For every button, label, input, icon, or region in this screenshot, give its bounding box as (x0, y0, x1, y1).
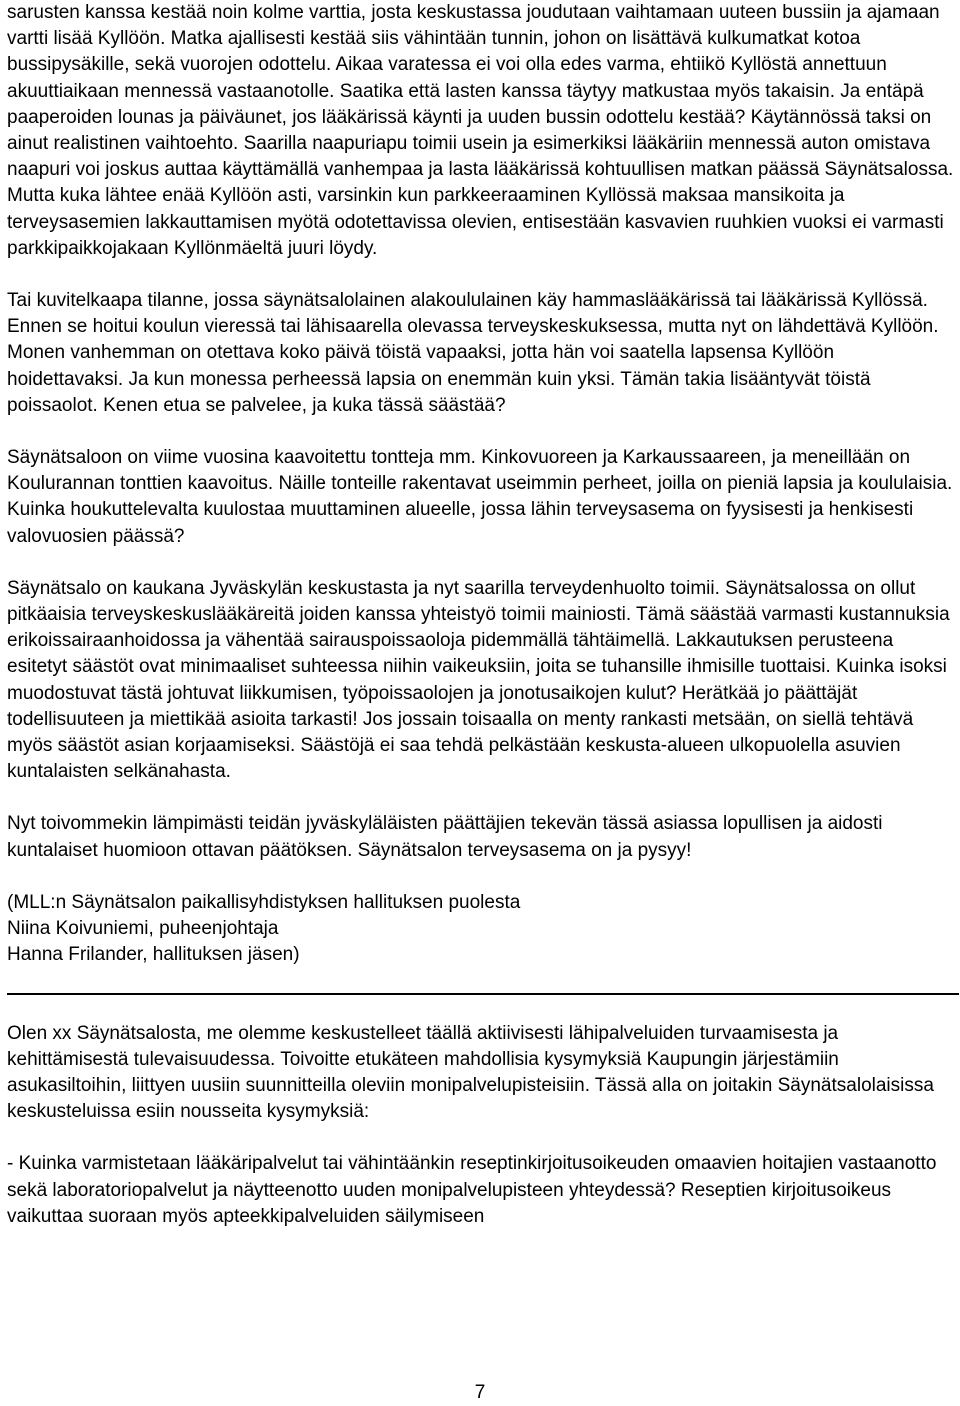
paragraph-gap (7, 995, 954, 1021)
paragraph-gap (7, 550, 954, 576)
paragraph-gap (7, 864, 954, 890)
paragraph-travel-time: sarusten kanssa kestää noin kolme varttia, josta keskustassa joudutaan vaihtamaan uuteen bussiin ja ajamaan vartti lisää Kyllöön. Matka ajallisesti kestää siis vähintään tunnin, johon on lisättävä kulkumatkat kotoa bussipysäkille, sekä vuorojen odottelu. Aikaa varatessa ei voi olla edes varma, ehtiikö Kyllöstä annettuun akuuttiaikaan mennessä vastaanotolle. Saatika että lasten kanssa täytyy matkustaa myös takaisin. Ja entäpä paaperoiden lounas ja päiväunet, jos lääkärissä käynti ja uuden bussin odottelu kestää? Käytännössä taksi on ainut realistinen vaihtoehto. Saarilla naapuriapu toimii usein ja esimerkiksi lääkäriin mennessä auton omistava naapuri voi joskus auttaa käyttämällä vanhempaa ja lasta lääkärissä kohtuullisen matkan päässä Säynätsalossa. Mutta kuka lähtee enää Kyllöön asti, varsinkin kun parkkeeraaminen Kyllössä maksaa mansikoita ja terveysasemien lakkauttamisen myötä odotettavissa olevien, entisestään kasvavien ruuhkien vuoksi ei varmasti parkkipaikkojakaan Kyllönmäeltä juuri löydy. (7, 2, 954, 259)
paragraph-gap (7, 419, 954, 445)
page-number: 7 (474, 1382, 486, 1403)
paragraph-gap (7, 1125, 954, 1151)
paragraph-intro: Olen xx Säynätsalosta, me olemme keskustelleet täällä aktiivisesti lähipalveluiden turvaamisesta ja kehittämisestä tulevaisuudessa. Toivoitte etukäteen mahdollisia kysymyksiä Kaupungin järjestämiin asukasiltoihin, liittyen uusiin suunnitteilla oleviin monipalvelupisteisiin. Tässä alla on joitakin Säynätsalolaisissa keskusteluissa esiin nousseita kysymyksiä: (7, 1022, 934, 1123)
paragraph-schoolchild: Tai kuvitelkaapa tilanne, jossa säynätsalolainen alakoululainen käy hammaslääkärissä tai lääkärissä Kyllössä. Ennen se hoitui koulun vieressä tai lähisaarella olevassa terveyskeskuksessa, mutta nyt on lähdettävä Kyllöön. Monen vanhemman on otettava koko päivä töistä vapaaksi, jotta hän voi saatella lapsensa Kyllöön hoidettavaksi. Ja kun monessa perheessä lapsia on enemmän kuin yksi. Tämän takia lisääntyvät töistä poissaolot. Kenen etua se palvelee, ja kuka tässä säästää? (7, 290, 939, 416)
paragraph-gap (7, 262, 954, 288)
paragraph-conclusion: Nyt toivommekin lämpimästi teidän jyväskyläläisten päättäjien tekevän tässä asiassa lopullisen ja aidosti kuntalaiset huomioon ottavan päätöksen. Säynätsalon terveysasema on ja pysyy! (7, 813, 883, 861)
signature-chair: Niina Koivuniemi, puheenjohtaja (7, 918, 279, 940)
signature-organization: (MLL:n Säynätsalon paikallisyhdistyksen hallituksen puolesta (7, 891, 521, 913)
signature-block (7, 890, 954, 969)
paragraph-gap (7, 785, 954, 811)
signature-member: Hanna Frilander, hallituksen jäsen) (7, 944, 300, 966)
paragraph-healthcare: Säynätsalo on kaukana Jyväskylän keskustasta ja nyt saarilla terveydenhuolto toimii. Säynätsalossa on ollut pitkäaisia terveyskeskuslääkäreitä joiden kanssa yhteistyö toimii mainiosti. Tämä säästää varmasti kustannuksia erikoissairaanhoidossa ja vähentää sairauspoissaoloja pidemmällä tähtäimellä. Lakkautuksen perusteena esitetyt säästöt ovat minimaaliset suhteessa niihin vaikeuksiin, joita se tuhansille ihmisille tuottaisi. Kuinka isoksi muodostuvat tästä johtuvat liikkumisen, työpoissaolojen ja jonotusaikojen kulut? Herätkää jo päättäjät todellisuuteen ja miettikää asioita tarkasti! Jos jossain toisaalla on menty rankasti metsään, on siellä tehtävä myös säästöt asian korjaamiseksi. Säästöjä ei saa tehdä pelkästään keskusta-alueen ulkopuolella asuvien kuntalaisten selkänahasta. (7, 577, 950, 783)
question-item: - Kuinka varmistetaan lääkäripalvelut tai vähintäänkin reseptinkirjoitusoikeuden omaavien hoitajien vastaanotto sekä laboratoriopalvelut ja näytteenotto uuden monipalvelupisteen yhteydessä? Reseptien kirjoitusoikeus vaikuttaa suoraan myös apteekkipalveluiden säilymiseen (7, 1153, 937, 1227)
paragraph-zoning: Säynätsaloon on viime vuosina kaavoitettu tontteja mm. Kinkovuoreen ja Karkaussaareen, ja meneillään on Koulurannan tonttien kaavoitus. Näille tonteille rakentavat useimmin perheet, joilla on pieniä lapsia ja koululaisia. Kuinka houkuttelevalta kuulostaa muuttaminen alueelle, jossa lähin terveysasema on fyysisesti ja henkisesti valovuosien päässä? (7, 447, 953, 547)
